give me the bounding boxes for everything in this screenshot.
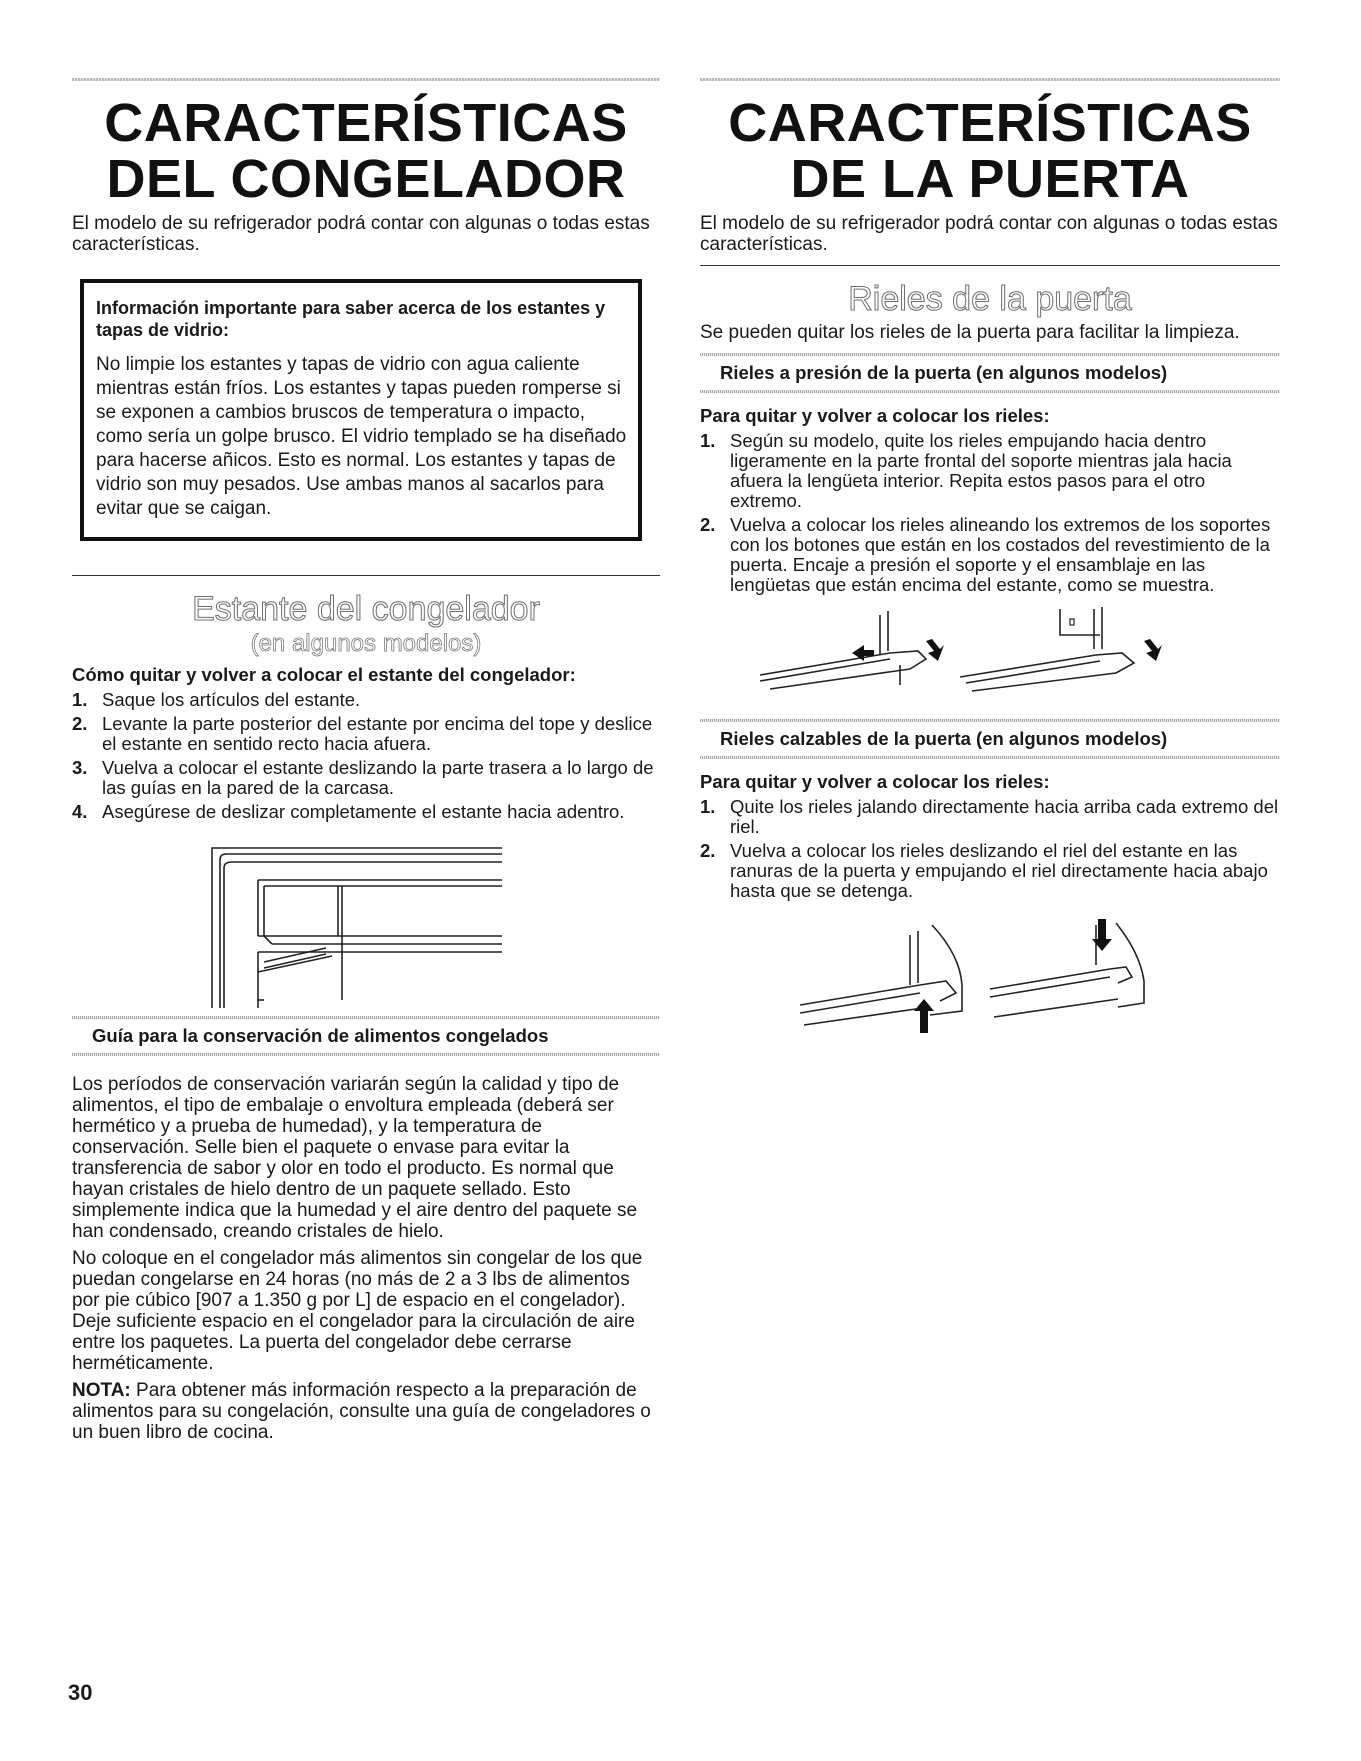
freezer-shelf-howto: Cómo quitar y volver a colocar el estante del congelador: [72,664,576,685]
note-label: NOTA: [72,1380,131,1401]
press-band-bottom [700,390,1280,393]
frozen-food-guide-band [72,1019,660,1053]
section-divider [72,575,660,576]
door-title [700,95,1280,207]
guide-paragraph-1: Los períodos de conservación variarán según la calidad y tipo de alimentos, el tipo de embalaje o envoltura empleada (deberá ser hermético y a prueba de humedad), y la temperatura de conservación. Selle bien el paquete o envase para evitar la transferencia de sabor y olor en todo el producto. Es normal que hayan cristales de hielo dentro de un paquete sellado. Esto simplemente indica que la humedad y el aire dentro del paquete se han condensado, creando cristales de hielo. [72,1074,638,1242]
press-rails-heading: Rieles a presión de la puerta (en algunos modelos) [720,362,1168,383]
list-item: 1. Según su modelo, quite los rieles empujando hacia dentro ligeramente en la parte frontal del soporte mientras jala hacia afuera la lengüeta interior. Repita estos pasos para el otro extremo. [700,430,1232,511]
list-item: 2. Vuelva a colocar los rieles deslizando el riel del estante en las ranuras de la puerta y empujando el riel directamente hacia abajo hasta que se detenga. [700,840,1268,901]
list-item: 3. Vuelva a colocar el estante deslizando la parte trasera a lo largo de las guías en la pared de la carcasa. [72,757,654,798]
snap-rails-heading: Rieles calzables de la puerta (en algunos modelos) [720,728,1168,749]
guide-paragraph-2: No coloque en el congelador más alimentos sin congelar de los que puedan congelarse en 24 horas (no más de 2 a 3 lbs de alimentos por pie cúbico [907 a 1.350 g por L] de espacio en el congelador). Deje suficiente espacio en el congelador para la circulación de aire entre los paquetes. La puerta del congelador debe cerrarse herméticamente. [72,1248,643,1374]
door-rails-heading: Rieles de la puerta [848,280,1132,318]
list-item: 1. Quite los rieles jalando directamente hacia arriba cada extremo del riel. [700,796,1279,837]
freezer-features-column [72,78,660,1449]
freezer-shelf-illustration [202,840,660,1010]
freezer-shelf-drawing [202,840,502,1010]
freezer-shelf-steps [72,690,660,822]
note-text: Para obtener más información respecto a la preparación de alimentos para su congelación, consulte una guía de congeladores o un buen libro de cocina. [72,1380,651,1443]
snap-rails-drawing [800,915,1180,1045]
guide-band-bottom [72,1053,660,1056]
freezer-shelf-heading: Estante del congelador [192,590,540,628]
freezer-title [72,95,660,207]
top-divider [700,78,1280,81]
freezer-intro: El modelo de su refrigerador podrá contar con algunas o todas estas características. [72,213,650,255]
press-rails-steps [700,431,1280,595]
warning-title: Información importante para saber acerca de los estantes y tapas de vidrio: [96,298,606,340]
press-rails-drawing [760,605,1200,705]
freezer-shelf-subheading: (en algunos modelos) [250,630,482,657]
press-rails-howto: Para quitar y volver a colocar los rieles: [700,405,1050,426]
section-divider [700,265,1280,266]
snap-rails-howto: Para quitar y volver a colocar los rieles: [700,771,1050,792]
door-title-line2: DE LA PUERTA [790,149,1190,209]
press-rails-band [700,356,1280,390]
list-item: 1. Saque los artículos del estante. [72,689,361,710]
list-item: 2. Vuelva a colocar los rieles alineando los extremos de los soportes con los botones que están en los costados del revestimiento de la puerta. Encaje a presión el soporte y el ensamblaje en las lengüetas que están encima del estante, como se muestra. [700,514,1271,595]
snap-rails-illustration [800,915,1280,1045]
list-item: 2. Levante la parte posterior del estante por encima del tope y deslice el estante en sentido recto hacia afuera. [72,713,653,754]
page-number: 30 [68,1680,93,1705]
door-features-column [700,78,1280,1045]
guide-note [72,1380,660,1443]
door-title-line1: CARACTERÍSTICAS [728,93,1252,153]
snap-rails-band [700,722,1280,756]
press-rails-illustration [760,605,1280,705]
glass-warning-box [80,279,642,541]
snap-band-bottom [700,756,1280,759]
frozen-food-guide-heading: Guía para la conservación de alimentos congelados [92,1025,549,1046]
door-intro: El modelo de su refrigerador podrá contar con algunas o todas estas características. [700,213,1278,255]
list-item: 4. Asegúrese de deslizar completamente el estante hacia adentro. [72,801,625,822]
snap-rails-steps [700,797,1280,901]
warning-body: No limpie los estantes y tapas de vidrio con agua caliente mientras están fríos. Los estantes y tapas pueden romperse si se exponen a cambios bruscos de temperatura o impacto, como sería un golpe brusco. El vidrio templado se ha diseñado para hacerse añicos. Esto es normal. Los estantes y tapas de vidrio son muy pesados. Use ambas manos al sacarlos para evitar que se caigan. [96,354,627,519]
top-divider [72,78,660,81]
door-rails-intro: Se pueden quitar los rieles de la puerta para facilitar la limpieza. [700,322,1240,343]
freezer-title-line1: CARACTERÍSTICAS [104,93,628,153]
freezer-title-line2: DEL CONGELADOR [106,149,626,209]
